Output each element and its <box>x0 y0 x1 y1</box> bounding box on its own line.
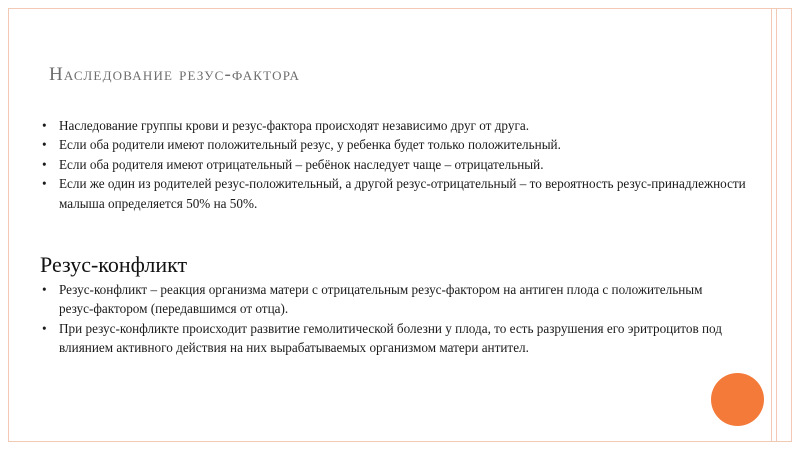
bullet-item: • Если же один из родителей резус-положительный, а другой резус-отрицательный – то вероятность резус-принадлежности малыша определяется 50% на 50%. <box>40 174 750 213</box>
bullet-item: • Резус-конфликт – реакция организма матери с отрицательным резус-фактором на антиген плода с положительным резус-фактором (передавшимся от отца). <box>40 280 740 319</box>
slide-title: Наследование резус-фактора <box>49 64 301 85</box>
inheritance-bullet-list <box>40 116 750 213</box>
rh-conflict-bullet-list <box>40 280 740 358</box>
bullet-item: • Если оба родителя имеют отрицательный – ребёнок наследует чаще – отрицательный. <box>40 155 750 174</box>
right-border-line <box>771 8 772 442</box>
bullet-item: • При резус-конфликте происходит развитие гемолитической болезни у плода, то есть разрушения его эритроцитов под влиянием активного действия на них вырабатываемых организмом матери антител. <box>40 319 740 358</box>
bullet-item: • Наследование группы крови и резус-фактора происходят независимо друг от друга. <box>40 116 750 135</box>
bullet-item: • Если оба родители имеют положительный резус, у ребенка будет только положительный. <box>40 135 750 154</box>
rh-conflict-heading: Резус-конфликт <box>40 252 188 277</box>
orange-circle-decoration <box>711 373 764 426</box>
right-border-line-inner <box>776 8 777 442</box>
